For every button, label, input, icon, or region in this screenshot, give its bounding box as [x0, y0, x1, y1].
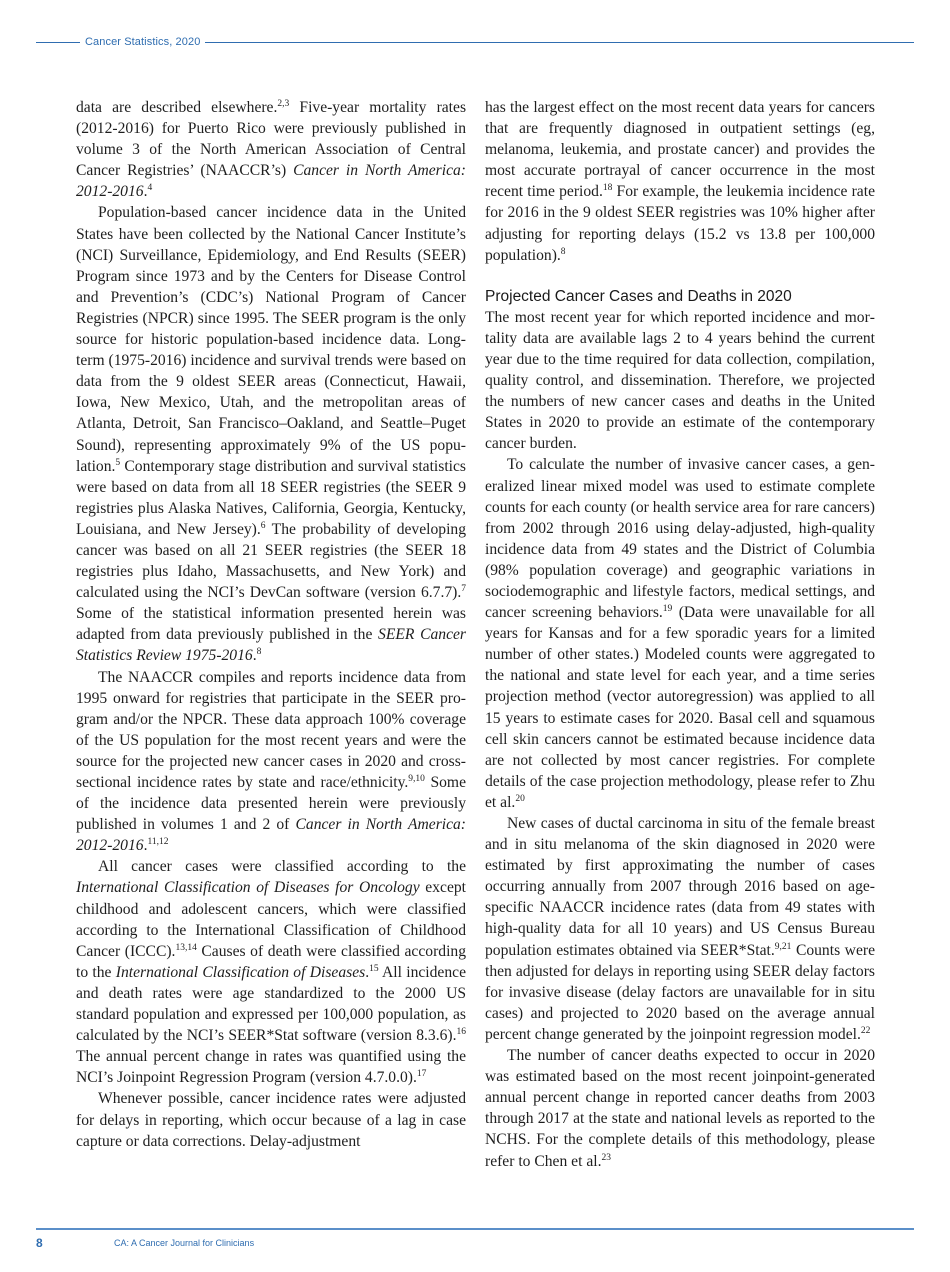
citation-ref: 23: [601, 1152, 611, 1163]
text-run: Contemporary stage distribution and survival statistics were based on data from all 18 SEER registries (the SEER 9 registries plus Alaska Natives, California, Georgia, Kentucky, Louisiana, and New Jersey).: [76, 457, 466, 538]
footer-rule: [36, 1228, 914, 1230]
journal-name: CA: A Cancer Journal for Clinicians: [114, 1238, 255, 1248]
italic-title: Cancer in North America: 2012-2016: [76, 162, 466, 201]
text-run: .: [365, 963, 370, 981]
citation-ref: 9,10: [408, 774, 425, 784]
text-run: Counts were then adjusted for delays in reporting using SEER delay factors for invasive disease (delay factors are unavailable for in situ cases) and projected to 2020 based on the average annual percent change generated by the joinpoint regression model.: [485, 941, 875, 1043]
citation-ref: 5: [115, 457, 121, 468]
text-run: The most recent year for which reported incidence and mortality data are available lags 2 to 4 years behind the current year due to the time required for data collection, compilation, quality control, and dissemination. Therefore, we projected the numbers of new cancer cases and deaths in the United States in 2020 to provide an estimate of the contemporary cancer burden.: [485, 308, 875, 453]
citation-ref: 6: [260, 520, 266, 531]
citation-ref: 18: [602, 183, 613, 194]
body-paragraph: [76, 1088, 466, 1151]
citation-ref: 8: [256, 647, 262, 658]
citation-ref: 11,12: [147, 837, 169, 848]
italic-title: International Classification of Diseases: [115, 963, 366, 981]
citation-ref: 17: [416, 1069, 427, 1080]
citation-ref: 15: [369, 963, 379, 974]
text-run: .: [143, 837, 148, 855]
text-run: The annual percent change in rates was quantified using the NCI’s Joinpoint Regression Program (version 4.7.0.0).: [76, 1048, 466, 1087]
text-run: Five-year mortality rates (2012-2016) for Puerto Rico were previously published in volume 3 of the North American Association of Central Cancer Registries’ (NAACCR’s): [76, 99, 467, 180]
right-column-section-body: [485, 307, 875, 1172]
text-run: All incidence and death rates were age standardized to the 2000 US standard population and expressed per 100,000 population, as calculated by the NCI’s SEER*Stat software (version 8.3.6).: [76, 963, 466, 1045]
page-footer: [36, 1228, 914, 1250]
citation-ref: 2,3: [277, 99, 290, 109]
left-column: [76, 97, 466, 1152]
text-run: (Data were unavailable for all years for Kansas and for a few sporadic years for a limited number of other states.) Modeled counts were aggregated to the national and state level for each year, and a time series projection method (vector autoregression) was applied to all 15 years to estimate cases for 2020. Basal cell and squamous cell skin cancers cannot be estimated because incidence data are not collected by most cancer registries. For complete details of the case projection methodology, please refer to Zhu et al.: [485, 604, 875, 811]
text-run: Causes of death were classified according to the: [76, 942, 466, 981]
text-run: Some of the statistical information presented herein was adapted from data previously published in the: [76, 605, 466, 644]
text-run: To calculate the number of invasive cancer cases, a generalized linear mixed model was used to estimate complete counts for each county (or health service area for rare cancers) from 2002 through 2016 using delay-adjusted, high-quality incidence data from 49 states and the District of Columbia (98% population coverage) and geographic variations in sociodemographic and lifestyle factors, medical settings, and cancer screening behaviors.: [485, 456, 875, 622]
citation-ref: 19: [662, 604, 673, 615]
section-heading-projected-cases: Projected Cancer Cases and Deaths in 2020: [485, 287, 792, 305]
citation-ref: 8: [560, 246, 566, 257]
body-paragraph: [485, 454, 875, 813]
text-run: has the largest effect on the most recent data years for cancers that are frequently diagnosed in outpatient settings (eg, melanoma, leukemia, and prostate cancer) and provides the most accurate portrayal of cancer occurrence in the most recent time period.: [485, 99, 875, 201]
body-paragraph: [76, 97, 466, 202]
text-run: except childhood and adolescent cancers, which were classified according to the International Classification of Childhood Cancer (ICCC).: [76, 879, 466, 960]
header-rule-right: [205, 42, 914, 43]
body-paragraph: [485, 813, 875, 1045]
body-paragraph: [485, 1045, 875, 1172]
text-run: .: [252, 647, 257, 665]
text-run: The NAACCR compiles and reports incidence data from 1995 onward for registries that participate in the SEER program and/or the NPCR. These data approach 100% coverage of the US population for the most recent years and were the source for the projected new cancer cases in 2020 and cross-sectional incidence rates by state and race/ethnicity.: [76, 668, 466, 791]
citation-ref: 4: [147, 183, 153, 194]
italic-title: International Classification of Diseases for Oncology: [76, 879, 420, 897]
citation-ref: 16: [456, 1027, 466, 1038]
italic-title: SEER Cancer Statistics Review 1975-2016: [76, 626, 466, 665]
text-run: Whenever possible, cancer incidence rates were adjusted for delays in reporting, which occur because of a lag in case capture or data corrections. Delay-adjustment: [76, 1090, 466, 1150]
italic-title: Cancer in North America: 2012-2016: [76, 816, 467, 855]
text-run: The number of cancer deaths expected to occur in 2020 was estimated based on the most recent joinpoint-generated annual percent change in reported cancer deaths from 2003 through 2017 at the state and national levels as reported to the NCHS. For the complete details of this methodology, please refer to Chen et al.: [485, 1047, 875, 1170]
right-column: [485, 97, 875, 1172]
text-run: New cases of ductal carcinoma in situ of the female breast and in situ melanoma of the skin diagnosed in 2020 were estimated by first approximating the number of cases occurring annually from 2007 through 2016 based on age-specific NAACCR incidence rates (data from 49 states with high-quality data for all 10 years) and US Census Bureau population estimates obtained via SEER*Stat.: [485, 815, 875, 959]
text-run: Some of the incidence data presented herein were previously published in volumes 1 and 2 of: [76, 774, 466, 834]
text-run: All cancer cases were classified according to the: [98, 858, 466, 876]
body-paragraph: [485, 97, 875, 266]
text-run: .: [143, 183, 148, 201]
citation-ref: 20: [515, 793, 525, 804]
citation-ref: 9,21: [774, 941, 792, 952]
page-number: 8: [36, 1236, 43, 1250]
body-paragraph: [76, 856, 466, 1088]
body-paragraph: [76, 202, 466, 666]
text-run: For example, the leukemia incidence rate for 2016 in the 9 oldest SEER registries was 10% higher after adjusting for reporting delays (15.2 vs 13.8 per 100,000 population).: [485, 183, 875, 264]
running-title: Cancer Statistics, 2020: [85, 36, 201, 48]
text-run: The probability of developing cancer was based on all 21 SEER registries (the SEER 18 registries plus Idaho, Massachusetts, and New York) and calculated using the NCI’s DevCan software (version 6.7.7).: [76, 520, 466, 602]
text-run: data are described elsewhere.: [76, 99, 278, 116]
right-column-intro: [485, 97, 875, 266]
citation-ref: 7: [461, 584, 466, 595]
header-rule-left: [36, 42, 80, 43]
text-run: Population-based cancer incidence data in the United States have been collected by the National Cancer Institute’s (NCI) Surveillance, Epidemiology, and End Results (SEER) Program since 1973 and by the Centers for Disease Control and Prevention’s (CDC’s) National Program of Cancer Registries (NPCR) since 1995. The SEER program is the only source for historic population-based incidence data. Long-term (1975-2016) incidence and survival trends were based on data from the 9 oldest SEER areas (Connecticut, Hawaii, Iowa, New Mexico, Utah, and the metropolitan areas of Atlanta, Detroit, San Francisco–Oakland, and Seattle–Puget Sound), representing approximately 9% of the US population.: [76, 204, 466, 475]
citation-ref: 22: [860, 1025, 871, 1036]
body-paragraph: [76, 667, 466, 857]
running-header: [36, 35, 914, 49]
citation-ref: 13,14: [175, 942, 197, 953]
body-paragraph: [485, 307, 875, 455]
